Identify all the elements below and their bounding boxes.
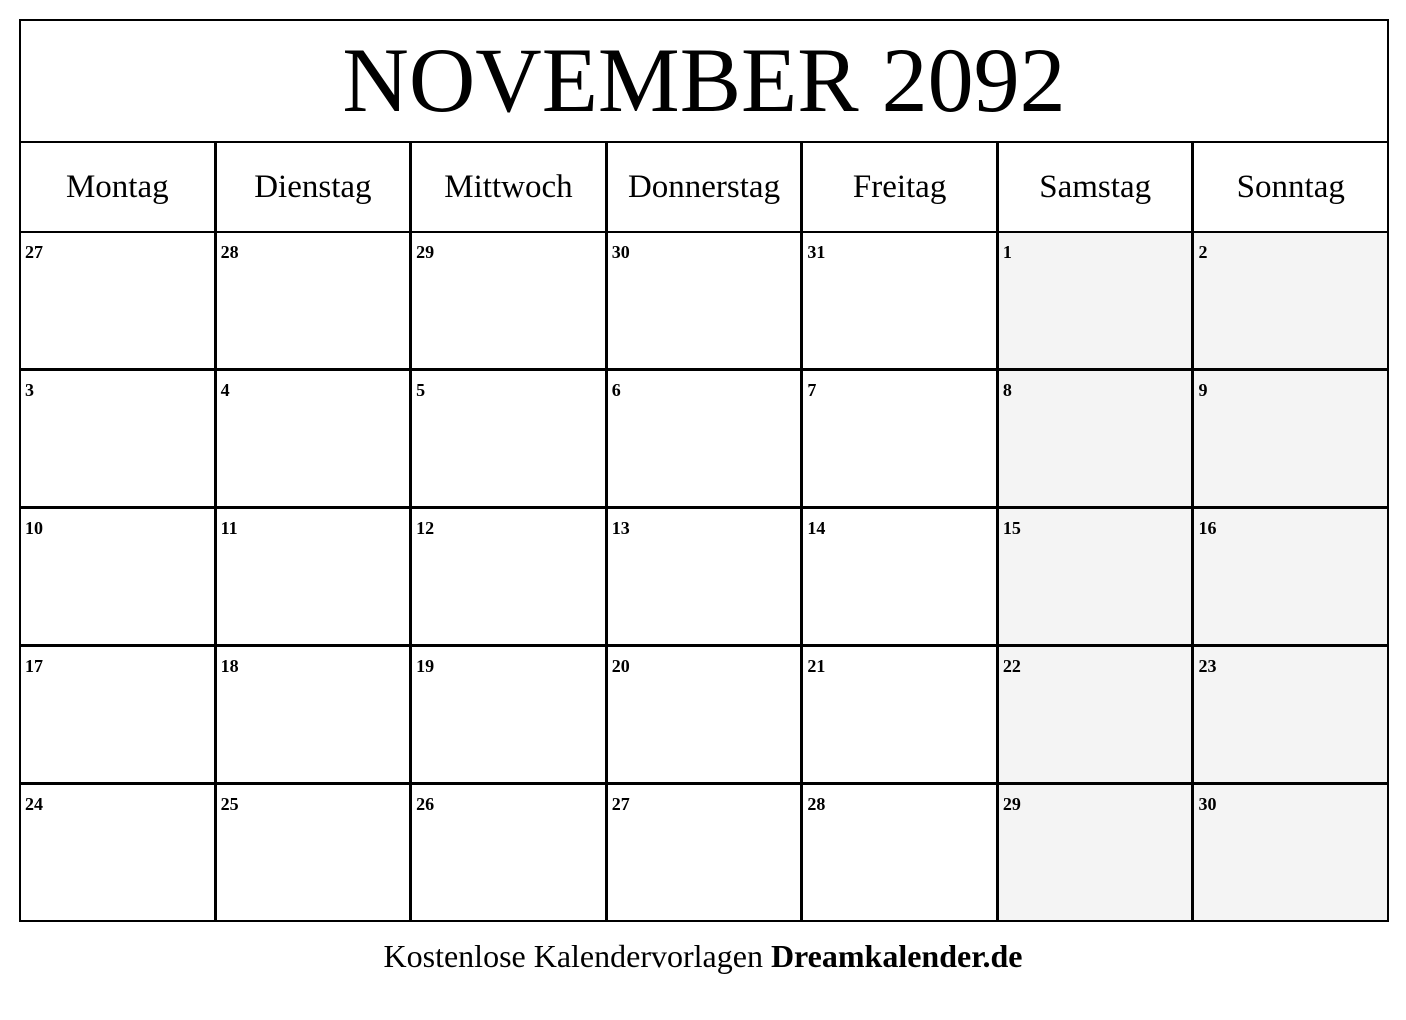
- day-cell: [608, 647, 804, 782]
- day-cell: [217, 371, 413, 506]
- weekday-header-saturday: Samstag: [999, 143, 1195, 231]
- day-number: 30: [611, 242, 630, 262]
- day-number: 27: [611, 794, 630, 814]
- day-number: 16: [1198, 518, 1217, 538]
- day-number: 11: [220, 518, 238, 538]
- calendar: [19, 19, 1389, 922]
- day-number: 7: [807, 380, 817, 400]
- day-number: 29: [416, 242, 435, 262]
- day-cell: [999, 785, 1195, 920]
- day-number: 4: [220, 380, 230, 400]
- day-cell: [999, 509, 1195, 644]
- weekday-header-monday: Montag: [21, 143, 217, 231]
- day-cell: [608, 785, 804, 920]
- day-number: 17: [25, 656, 43, 676]
- weekday-header-friday: Freitag: [803, 143, 999, 231]
- day-cell: [803, 233, 999, 368]
- weekday-header-thursday: Donnerstag: [608, 143, 804, 231]
- day-cell: [1194, 233, 1387, 368]
- week-row: [21, 233, 1387, 371]
- week-row: [21, 785, 1387, 920]
- day-cell: [21, 371, 217, 506]
- week-row: [21, 647, 1387, 785]
- day-cell: [412, 647, 608, 782]
- calendar-title: NOVEMBER 2092: [342, 29, 1066, 131]
- day-cell: [1194, 509, 1387, 644]
- day-number: 21: [807, 656, 826, 676]
- day-cell: [608, 233, 804, 368]
- day-number: 26: [416, 794, 435, 814]
- day-number: 1: [1002, 242, 1012, 262]
- day-number: 19: [416, 656, 435, 676]
- day-number: 13: [611, 518, 630, 538]
- day-number: 10: [25, 518, 43, 538]
- day-number: 29: [1002, 794, 1021, 814]
- day-cell: [412, 233, 608, 368]
- day-number: 30: [1198, 794, 1217, 814]
- day-cell: [217, 509, 413, 644]
- footer: [0, 938, 1406, 975]
- day-cell: [999, 647, 1195, 782]
- day-cell: [1194, 371, 1387, 506]
- day-number: 25: [220, 794, 239, 814]
- day-number: 18: [220, 656, 239, 676]
- day-cell: [217, 785, 413, 920]
- day-number: 12: [416, 518, 435, 538]
- day-cell: [21, 233, 217, 368]
- day-number: 24: [25, 794, 43, 814]
- day-cell: [21, 509, 217, 644]
- weekday-header-tuesday: Dienstag: [217, 143, 413, 231]
- day-cell: [217, 647, 413, 782]
- week-row: [21, 509, 1387, 647]
- calendar-grid: [21, 143, 1387, 920]
- day-cell: [803, 509, 999, 644]
- day-number: 14: [807, 518, 826, 538]
- day-number: 20: [611, 656, 630, 676]
- weekday-header-sunday: Sonntag: [1236, 168, 1345, 205]
- day-cell: [608, 509, 804, 644]
- day-number: 22: [1002, 656, 1021, 676]
- footer-brand: Dreamkalender.de: [770, 938, 1023, 974]
- day-cell: [412, 371, 608, 506]
- day-number: 5: [416, 380, 426, 400]
- weekday-header-wednesday: Mittwoch: [412, 143, 608, 231]
- day-cell: [21, 785, 217, 920]
- day-cell: [803, 785, 999, 920]
- title-bar: [21, 21, 1387, 143]
- day-number: 9: [1198, 380, 1208, 400]
- day-number: 23: [1198, 656, 1217, 676]
- day-cell: [999, 233, 1195, 368]
- weeks-container: [21, 233, 1387, 920]
- day-number: 3: [25, 380, 34, 400]
- footer-text: Kostenlose Kalendervorlagen: [383, 938, 763, 974]
- day-number: 28: [807, 794, 826, 814]
- day-number: 31: [807, 242, 826, 262]
- day-number: 15: [1002, 518, 1021, 538]
- day-number: 8: [1002, 380, 1012, 400]
- day-cell: [999, 371, 1195, 506]
- day-cell: [608, 371, 804, 506]
- day-cell: [217, 233, 413, 368]
- day-number: 27: [25, 242, 43, 262]
- day-cell: [412, 785, 608, 920]
- day-number: 28: [220, 242, 239, 262]
- day-cell: [21, 647, 217, 782]
- day-cell: [1194, 785, 1387, 920]
- day-cell: [412, 509, 608, 644]
- day-cell: [1194, 647, 1387, 782]
- day-number: 2: [1198, 242, 1208, 262]
- day-cell: [803, 371, 999, 506]
- weekday-header-row: [21, 143, 1387, 233]
- day-number: 6: [611, 380, 621, 400]
- week-row: [21, 371, 1387, 509]
- day-cell: [803, 647, 999, 782]
